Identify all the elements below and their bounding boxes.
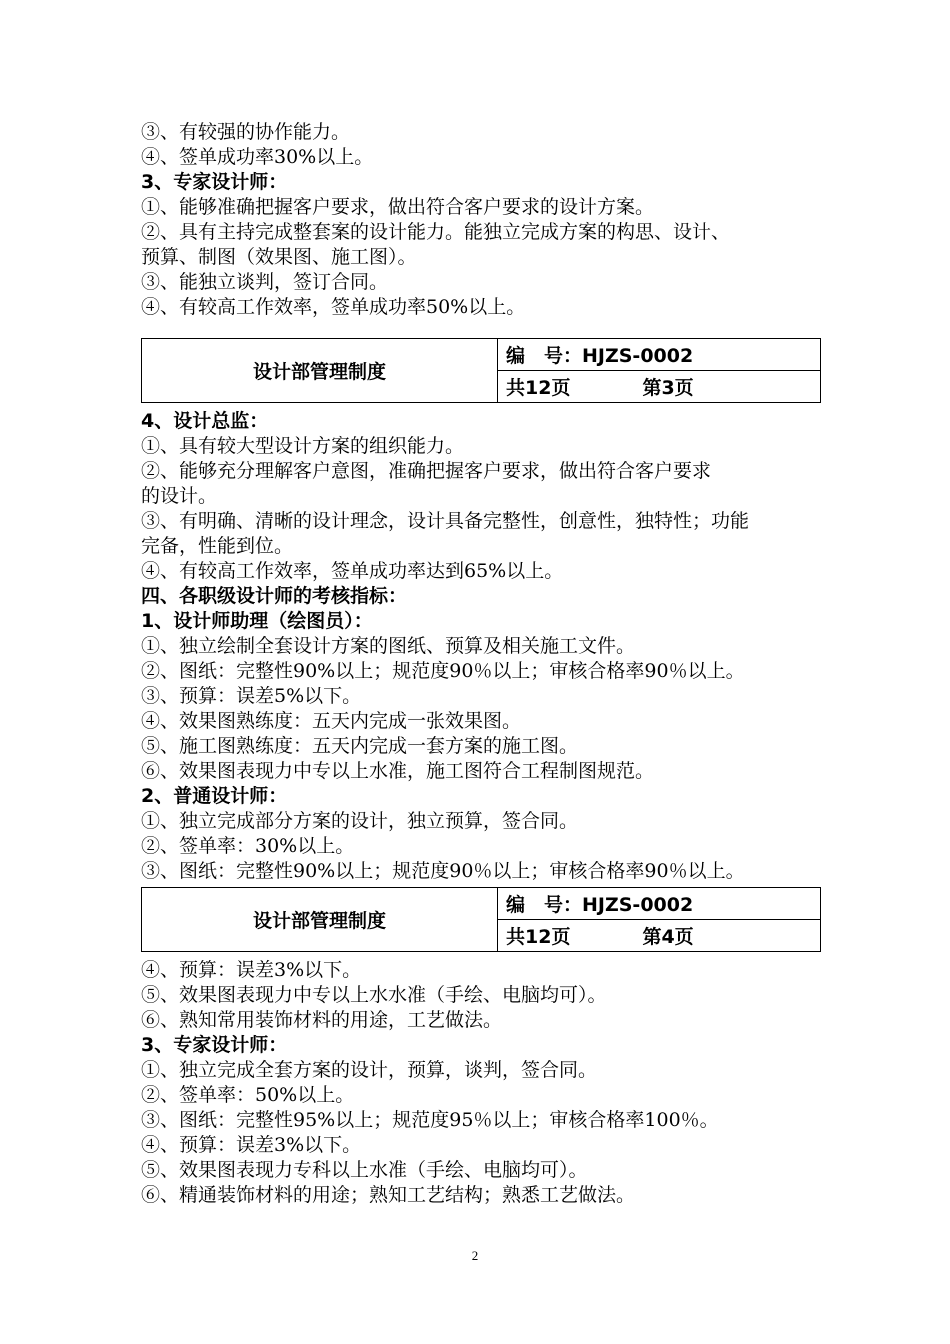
section-heading: 3、专家设计师： <box>141 171 288 193</box>
paragraph: ③、能独立谈判，签订合同。 <box>141 271 389 293</box>
paragraph: ④、预算：误差3%以下。 <box>141 1134 362 1156</box>
paragraph: ①、独立完成全套方案的设计，预算，谈判，签合同。 <box>141 1059 598 1081</box>
paragraph: ④、效果图熟练度：五天内完成一张效果图。 <box>141 710 522 732</box>
header-page-info <box>498 371 821 403</box>
paragraph: ①、独立绘制全套设计方案的图纸、预算及相关施工文件。 <box>141 635 636 657</box>
paragraph: ⑥、熟知常用装饰材料的用途，工艺做法。 <box>141 1009 503 1031</box>
header-document-number: 编 号：HJZS-0002 <box>498 339 821 371</box>
paragraph: ⑥、效果图表现力中专以上水准，施工图符合工程制图规范。 <box>141 760 655 782</box>
paragraph: ①、具有较大型设计方案的组织能力。 <box>141 435 465 457</box>
paragraph: ⑤、效果图表现力专科以上水准（手绘、电脑均可）。 <box>141 1159 588 1181</box>
paragraph: ⑤、施工图熟练度：五天内完成一套方案的施工图。 <box>141 735 579 757</box>
header-page-info <box>498 920 821 952</box>
paragraph: ③、有明确、清晰的设计理念，设计具备完整性，创意性，独特性；功能 <box>141 510 750 532</box>
paragraph: ⑤、效果图表现力中专以上水水准（手绘、电脑均可）。 <box>141 984 607 1006</box>
paragraph: ③、有较强的协作能力。 <box>141 121 351 143</box>
header-current-page: 第4页 <box>642 926 694 948</box>
paragraph: 完备，性能到位。 <box>141 535 294 557</box>
header-document-number: 编 号：HJZS-0002 <box>498 888 821 920</box>
paragraph: ④、有较高工作效率，签单成功率50%以上。 <box>141 296 526 318</box>
paragraph: ③、预算：误差5%以下。 <box>141 685 362 707</box>
section-heading: 3、专家设计师： <box>141 1034 288 1056</box>
paragraph: ①、能够准确把握客户要求，做出符合客户要求的设计方案。 <box>141 196 655 218</box>
paragraph: ①、独立完成部分方案的设计，独立预算，签合同。 <box>141 810 579 832</box>
document-body <box>141 120 821 1208</box>
paragraph: 的设计。 <box>141 485 218 507</box>
section-heading: 4、设计总监： <box>141 410 269 432</box>
document-header-table <box>141 887 821 952</box>
section-heading: 四、各职级设计师的考核指标： <box>141 585 408 607</box>
document-header-table <box>141 338 821 403</box>
paragraph: ④、预算：误差3%以下。 <box>141 959 362 981</box>
subsection-heading: 2、普通设计师： <box>141 785 288 807</box>
paragraph: ③、图纸：完整性90%以上；规范度90％以上；审核合格率90％以上。 <box>141 860 745 882</box>
header-total-pages: 共12页 <box>506 377 571 399</box>
paragraph: 预算、制图（效果图、施工图）。 <box>141 246 417 268</box>
header-title: 设计部管理制度 <box>142 888 498 952</box>
paragraph: ④、有较高工作效率，签单成功率达到65%以上。 <box>141 560 564 582</box>
paragraph: ②、签单率：30%以上。 <box>141 835 355 857</box>
paragraph: ④、签单成功率30%以上。 <box>141 146 374 168</box>
paragraph: ⑥、精通装饰材料的用途；熟知工艺结构；熟悉工艺做法。 <box>141 1184 636 1206</box>
subsection-heading: 1、设计师助理（绘图员）： <box>141 610 373 632</box>
paragraph: ③、图纸：完整性95%以上；规范度95％以上；审核合格率100％。 <box>141 1109 719 1131</box>
page-number: 2 <box>471 1248 479 1263</box>
header-total-pages: 共12页 <box>506 926 571 948</box>
paragraph: ②、具有主持完成整套案的设计能力。能独立完成方案的构思、设计、 <box>141 221 731 243</box>
header-title: 设计部管理制度 <box>142 339 498 403</box>
paragraph: ②、能够充分理解客户意图，准确把握客户要求，做出符合客户要求 <box>141 460 712 482</box>
paragraph: ②、图纸：完整性90%以上；规范度90％以上；审核合格率90％以上。 <box>141 660 745 682</box>
header-current-page: 第3页 <box>642 377 694 399</box>
paragraph: ②、签单率：50%以上。 <box>141 1084 355 1106</box>
